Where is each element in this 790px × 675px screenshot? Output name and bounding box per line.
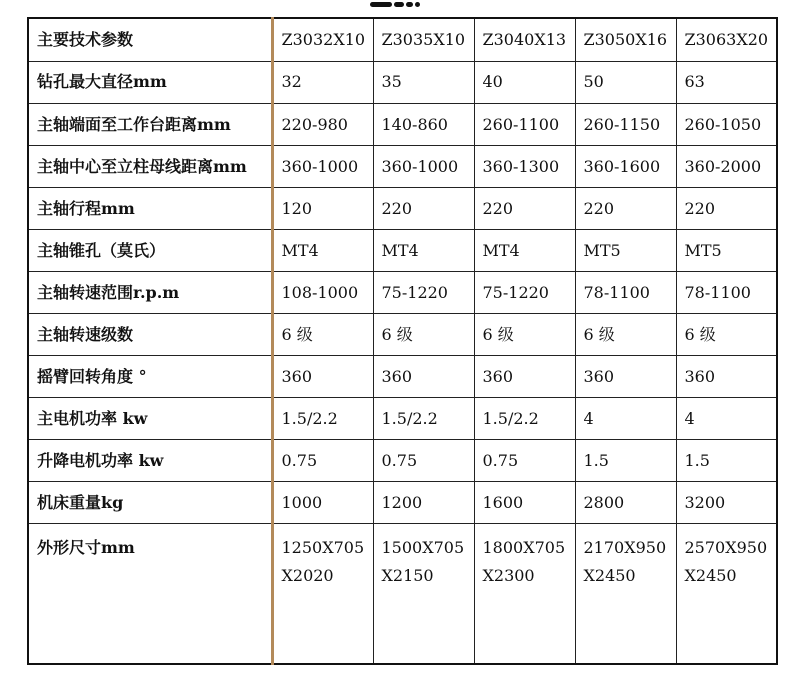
table-cell: 360-1600: [575, 145, 676, 187]
table-cell: 50: [575, 61, 676, 103]
table-row: [28, 355, 777, 397]
row-label: 主电机功率 kw: [28, 397, 272, 439]
table-row: [28, 61, 777, 103]
table-cell: 360-1000: [373, 145, 474, 187]
dimension-line-2: X2020: [281, 565, 334, 585]
table-row: [28, 229, 777, 271]
table-cell: 78-1100: [575, 271, 676, 313]
table-cell: [474, 523, 575, 664]
dimension-line-2: X2450: [583, 565, 636, 585]
table-cell: 220: [676, 187, 777, 229]
table-cell: MT5: [676, 229, 777, 271]
table-cell: 360: [373, 355, 474, 397]
table-cell: 360-2000: [676, 145, 777, 187]
table-row: [28, 481, 777, 523]
table-cell: 260-1050: [676, 103, 777, 145]
table-cell: 220: [474, 187, 575, 229]
table-cell: 360-1300: [474, 145, 575, 187]
table-cell: 360: [676, 355, 777, 397]
header-row: [28, 18, 777, 61]
table-cell: 220: [373, 187, 474, 229]
dimension-line-2: X2300: [482, 565, 535, 585]
table-cell: 220: [575, 187, 676, 229]
mark-dot: [415, 2, 420, 7]
table-cell: [676, 523, 777, 664]
table-cell: 63: [676, 61, 777, 103]
mark-segment: [394, 2, 404, 7]
table-row: [28, 397, 777, 439]
table-cell: 3200: [676, 481, 777, 523]
table-row: [28, 103, 777, 145]
dimension-line-1: 2170X950: [583, 537, 667, 557]
table-cell: 108-1000: [272, 271, 373, 313]
row-label: 升降电机功率 kw: [28, 439, 272, 481]
table-cell: 220-980: [272, 103, 373, 145]
table-cell: 6 级: [474, 313, 575, 355]
row-label: 外形尺寸mm: [28, 523, 272, 664]
table-cell: 40: [474, 61, 575, 103]
table-cell: 1000: [272, 481, 373, 523]
table-cell: 360: [575, 355, 676, 397]
table-cell: 0.75: [474, 439, 575, 481]
table-cell: MT5: [575, 229, 676, 271]
table-cell: 0.75: [272, 439, 373, 481]
top-crop-mark: [370, 1, 422, 7]
table-cell: 75-1220: [373, 271, 474, 313]
table-cell: MT4: [474, 229, 575, 271]
table-cell: [575, 523, 676, 664]
table-cell: 75-1220: [474, 271, 575, 313]
table-cell: 1.5/2.2: [272, 397, 373, 439]
row-label: 钻孔最大直径mm: [28, 61, 272, 103]
table-cell: 6 级: [373, 313, 474, 355]
dimension-line-2: X2150: [381, 565, 434, 585]
row-label: 主轴行程mm: [28, 187, 272, 229]
header-param-cell: 主要技术参数: [28, 18, 272, 61]
mark-segment: [370, 2, 392, 7]
table-cell: [373, 523, 474, 664]
row-label: 主轴转速级数: [28, 313, 272, 355]
table-cell: 6 级: [676, 313, 777, 355]
mark-segment: [406, 2, 413, 7]
row-label: 主轴转速范围r.p.m: [28, 271, 272, 313]
table-row: [28, 271, 777, 313]
dimension-line-1: 1800X705: [482, 537, 566, 557]
row-label: 主轴锥孔（莫氏）: [28, 229, 272, 271]
spec-table: [27, 17, 778, 665]
table-cell: 4: [676, 397, 777, 439]
table-cell: 1.5/2.2: [373, 397, 474, 439]
table-row: [28, 313, 777, 355]
table-cell: 260-1100: [474, 103, 575, 145]
table-cell: MT4: [373, 229, 474, 271]
table-cell: 120: [272, 187, 373, 229]
table-cell: 4: [575, 397, 676, 439]
table-row: [28, 145, 777, 187]
table-row: [28, 439, 777, 481]
table-cell: 35: [373, 61, 474, 103]
header-model-cell: Z3035X10: [373, 18, 474, 61]
table-row-dimensions: [28, 523, 777, 664]
table-cell: 360: [272, 355, 373, 397]
table-row: [28, 187, 777, 229]
table-cell: 140-860: [373, 103, 474, 145]
table-cell: 32: [272, 61, 373, 103]
table-cell: 1200: [373, 481, 474, 523]
table-cell: MT4: [272, 229, 373, 271]
table-cell: 360: [474, 355, 575, 397]
row-label: 摇臂回转角度 °: [28, 355, 272, 397]
table-cell: 6 级: [272, 313, 373, 355]
table-cell: 1.5: [575, 439, 676, 481]
table-cell: 1600: [474, 481, 575, 523]
header-model-cell: Z3032X10: [272, 18, 373, 61]
dimension-line-2: X2450: [684, 565, 737, 585]
row-label: 机床重量kg: [28, 481, 272, 523]
dimension-line-1: 1250X705: [281, 537, 365, 557]
table-cell: 360-1000: [272, 145, 373, 187]
dimension-line-1: 1500X705: [381, 537, 465, 557]
table-cell: 1.5: [676, 439, 777, 481]
table-cell: 0.75: [373, 439, 474, 481]
table-cell: 6 级: [575, 313, 676, 355]
header-model-cell: Z3050X16: [575, 18, 676, 61]
table-cell: 2800: [575, 481, 676, 523]
table-cell: 1.5/2.2: [474, 397, 575, 439]
header-model-cell: Z3063X20: [676, 18, 777, 61]
table-cell: [272, 523, 373, 664]
header-model-cell: Z3040X13: [474, 18, 575, 61]
table-cell: 260-1150: [575, 103, 676, 145]
row-label: 主轴中心至立柱母线距离mm: [28, 145, 272, 187]
dimension-line-1: 2570X950: [684, 537, 768, 557]
table-cell: 78-1100: [676, 271, 777, 313]
row-label: 主轴端面至工作台距离mm: [28, 103, 272, 145]
